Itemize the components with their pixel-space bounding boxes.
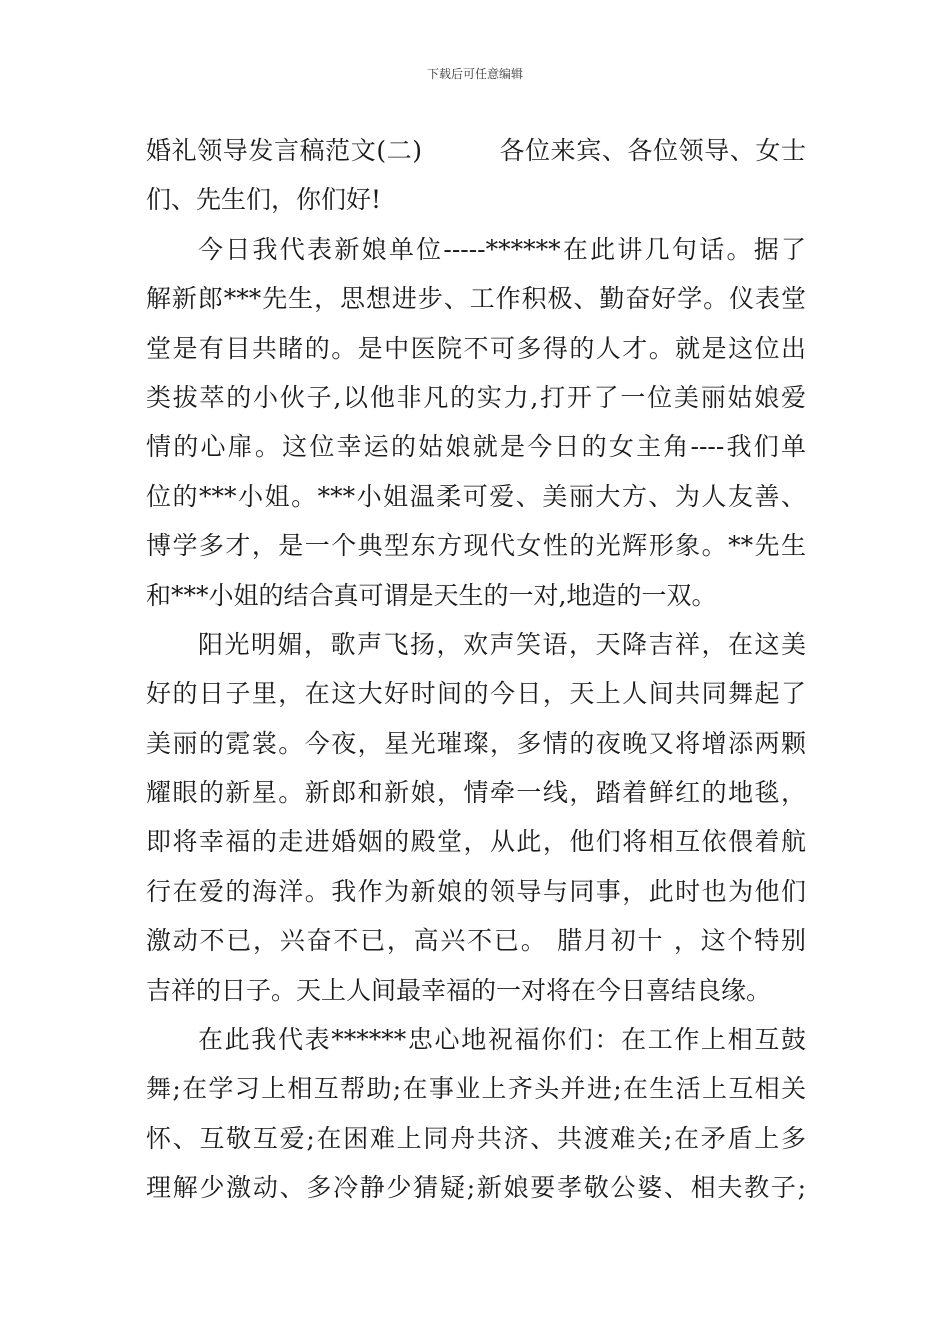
text-line: 激动不已，兴奋不已，高兴不已。 腊月初十 ，这个特别 — [146, 926, 806, 956]
text-line: 解新郎***先生，思想进步、工作积极、勤奋好学。仪表堂 — [146, 284, 806, 314]
body-text — [146, 131, 806, 1218]
text-line: 行在爱的海洋。我作为新娘的领导与同事，此时也为他们 — [146, 876, 806, 906]
text-line: 类拔萃的小伙子,以他非凡的实力,打开了一位美丽姑娘爱 — [146, 382, 806, 412]
text-line: 情的心扉。这位幸运的姑娘就是今日的女主角----我们单 — [146, 432, 806, 462]
text-line: 阳光明媚，歌声飞扬，欢声笑语，天降吉祥，在这美 — [198, 629, 806, 659]
text-line: 耀眼的新星。新郎和新娘，情牵一线，踏着鲜红的地毯， — [146, 778, 806, 808]
text-line: 和***小姐的结合真可谓是天生的一对,地造的一双。 — [146, 580, 717, 610]
text-line: 理解少激动、多冷静少猜疑;新娘要孝敬公婆、相夫教子; — [146, 1173, 806, 1203]
text-line: 即将幸福的走进婚姻的殿堂，从此，他们将相互依偎着航 — [146, 827, 806, 857]
text-line: 在此我代表******忠心地祝福你们：在工作上相互鼓 — [198, 1025, 806, 1055]
text-line: 婚礼领导发言稿范文(二) 各位来宾、各位领导、女士 — [146, 136, 806, 165]
text-line: 好的日子里，在这大好时间的今日，天上人间共同舞起了 — [146, 679, 806, 709]
text-line: 们、先生们，你们好! — [146, 185, 382, 215]
text-line: 博学多才，是一个典型东方现代女性的光辉形象。**先生 — [146, 531, 806, 561]
text-line: 位的***小姐。***小姐温柔可爱、美丽大方、为人友善、 — [146, 481, 806, 511]
text-line: 美丽的霓裳。今夜，星光璀璨，多情的夜晚又将增添两颗 — [146, 728, 806, 758]
text-line: 舞;在学习上相互帮助;在事业上齐头并进;在生活上互相关 — [146, 1074, 806, 1104]
page-header: 下载后可任意编辑 — [426, 67, 523, 81]
text-line: 怀、互敬互爱;在困难上同舟共济、共渡难关;在矛盾上多 — [146, 1123, 806, 1153]
text-line: 吉祥的日子。天上人间最幸福的一对将在今日喜结良缘。 — [146, 975, 772, 1005]
text-line: 今日我代表新娘单位-----******在此讲几句话。据了 — [198, 234, 806, 264]
text-line: 堂是有目共睹的。是中医院不可多得的人才。就是这位出 — [146, 333, 806, 363]
